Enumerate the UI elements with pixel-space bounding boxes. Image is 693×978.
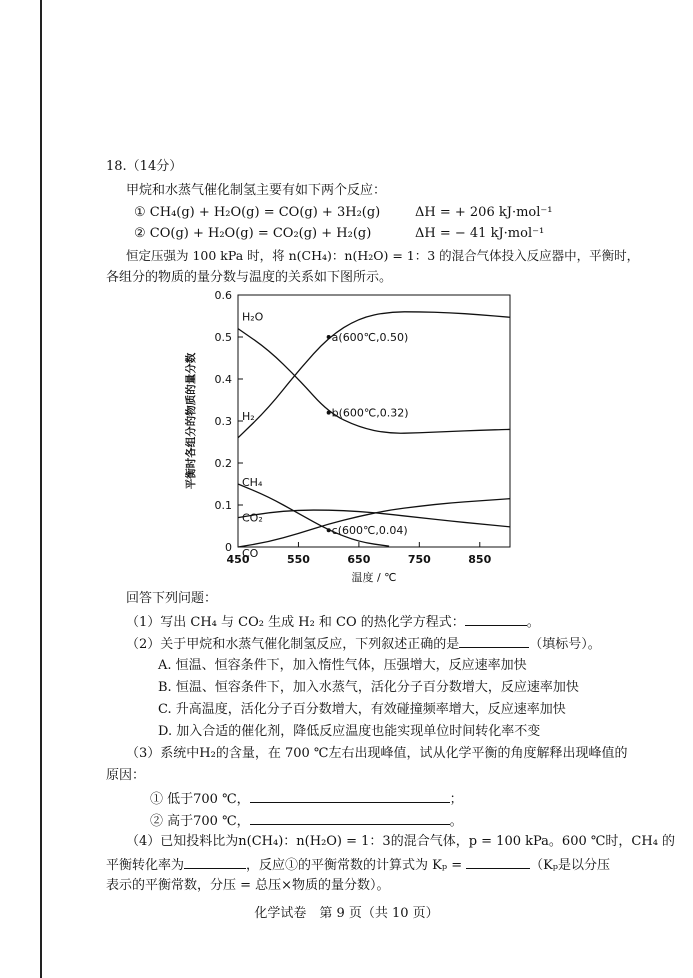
series-label: CO₂ [242, 511, 263, 525]
x-tick-label: 550 [286, 553, 310, 566]
x-tick-label: 750 [407, 553, 431, 566]
page-footer: 化学试卷 第 9 页（共 10 页） [254, 906, 439, 921]
y-tick-label: 0.1 [214, 499, 232, 512]
q4-line-2 [106, 855, 610, 875]
y-tick-label: 0 [225, 541, 232, 554]
point-marks [327, 331, 409, 537]
x-axis [227, 542, 492, 566]
equilibrium-chart [180, 285, 520, 585]
q1-prompt: （1）写出 CH₄ 与 CO₂ 生成 H₂ 和 CO 的热化学方程式： [126, 615, 465, 630]
option-c: C. 升高温度，活化分子百分数增大，有效碰撞频率增大，反应速率加快 [158, 702, 566, 717]
point-label: a(600℃,0.50) [331, 331, 409, 344]
reaction-2-enthalpy: ΔH = − 41 kJ·mol⁻¹ [415, 226, 545, 241]
x-axis-label: 温度 / ℃ [351, 571, 397, 584]
q4-prompt-c: （Kₚ是以分压 [530, 858, 611, 873]
q4-line-1: （4）已知投料比为n(CH₄)：n(H₂O) = 1：3的混合气体，p = 100 kPa。600 ℃时，CH₄ 的 [126, 834, 676, 849]
y-tick-label: 0.6 [214, 289, 232, 302]
q4-line-3: 表示的平衡常数，分压 = 总压×物质的量分数）。 [106, 878, 390, 893]
q2-prompt: （2）关于甲烷和水蒸气催化制氢反应，下列叙述正确的是 [126, 637, 460, 652]
q3-a-end: ； [449, 792, 463, 807]
answer-intro: 回答下列问题： [126, 591, 218, 606]
q3-a-prompt: ① 低于700 ℃， [150, 792, 250, 807]
reaction-2-equation: ② CO(g) + H₂O(g) = CO₂(g) + H₂(g) [134, 226, 372, 241]
q2-text [126, 634, 601, 654]
y-axis-label: 平衡时各组分的物质的量分数 [185, 352, 197, 490]
reaction-1-equation: ① CH₄(g) + H₂O(g) = CO(g) + 3H₂(g) [134, 205, 381, 220]
x-tick-label: 450 [226, 553, 250, 566]
q3-b-end: 。 [449, 814, 463, 829]
q3-below-700 [150, 789, 463, 809]
option-b: B. 恒温、恒容条件下，加入水蒸气，活化分子百分数增大，反应速率加快 [158, 680, 579, 695]
q4-prompt-b: ，反应①的平衡常数的计算式为 Kₚ = [246, 858, 463, 873]
q3-line-1: （3）系统中H₂的含量，在 700 ℃左右出现峰值，试从化学平衡的角度解释出现峰值的 [126, 746, 628, 761]
q3-b-prompt: ② 高于700 ℃， [150, 814, 250, 829]
q1-answer-blank[interactable] [465, 612, 527, 626]
question-intro: 甲烷和水蒸气催化制氢主要有如下两个反应： [126, 183, 387, 198]
point-label: c(600℃,0.04) [331, 524, 408, 538]
y-tick-label: 0.5 [214, 331, 232, 344]
point-label: b(600℃,0.32) [331, 406, 409, 420]
data-point [327, 528, 331, 532]
series-label: H₂O [242, 310, 264, 324]
q4-prompt-a: 平衡转化率为 [106, 858, 185, 873]
reaction-1-enthalpy: ΔH = + 206 kJ·mol⁻¹ [415, 205, 553, 220]
condition-line-2: 各组分的物质的量分数与温度的关系如下图所示。 [106, 270, 393, 285]
condition-line-1: 恒定压强为 100 kPa 时，将 n(CH₄)：n(H₂O) = 1：3 的混合气体投入反应器中，平衡时， [126, 248, 640, 263]
series-label: H₂ [242, 409, 255, 423]
q3-above-700 [150, 811, 463, 831]
x-tick-label: 650 [347, 553, 371, 566]
q4-kp-blank[interactable] [466, 855, 530, 869]
q3-a-answer-blank[interactable] [250, 789, 450, 803]
q2-answer-blank[interactable] [459, 634, 529, 648]
q3-b-answer-blank[interactable] [250, 811, 450, 825]
q3-line-2: 原因： [106, 768, 146, 783]
y-tick-label: 0.2 [214, 457, 232, 470]
question-number: 18.（14分） [106, 159, 183, 174]
q1-text [126, 612, 540, 632]
binding-line [40, 0, 42, 978]
q2-end: （填标号）。 [529, 637, 601, 652]
option-d: D. 加入合适的催化剂，降低反应温度也能实现单位时间转化率不变 [158, 724, 541, 739]
y-tick-label: 0.3 [214, 415, 232, 428]
q4-conversion-blank[interactable] [184, 855, 246, 869]
series-label: CO [242, 547, 259, 560]
data-point [327, 335, 331, 339]
data-point [327, 411, 331, 415]
x-tick-label: 850 [468, 553, 492, 566]
q1-end: 。 [526, 615, 540, 630]
series-label: CH₄ [242, 476, 263, 489]
series-lines [238, 311, 510, 560]
option-a: A. 恒温、恒容条件下，加入惰性气体，压强增大，反应速率加快 [158, 658, 527, 673]
y-tick-label: 0.4 [214, 373, 232, 386]
